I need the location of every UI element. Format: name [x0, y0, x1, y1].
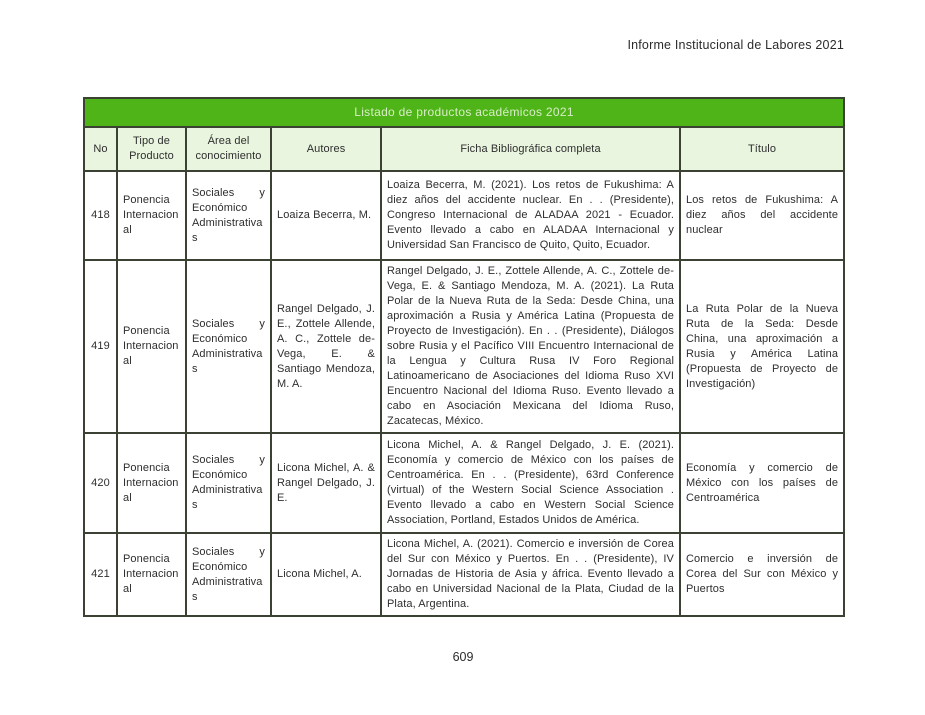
- cell-no: 420: [84, 433, 117, 533]
- cell-autores: Licona Michel, A.: [271, 533, 381, 616]
- products-table-container: [83, 97, 843, 617]
- page-number: 609: [452, 650, 474, 664]
- cell-no: 419: [84, 260, 117, 433]
- cell-titulo: Comercio e inversión de Corea del Sur con México y Puertos: [680, 533, 844, 616]
- cell-area-conocimiento: Sociales y Económico Administrativas: [186, 433, 271, 533]
- products-table: [83, 97, 845, 617]
- cell-autores: Licona Michel, A. & Rangel Delgado, J. E.: [271, 433, 381, 533]
- table-row: [84, 171, 844, 260]
- cell-titulo: Economía y comercio de México con los países de Centroamérica: [680, 433, 844, 533]
- column-header-autores: Autores: [271, 127, 381, 171]
- table-row: [84, 533, 844, 616]
- cell-tipo-producto: Ponencia Internacional: [117, 533, 186, 616]
- cell-titulo: Los retos de Fukushima: A diez años del accidente nuclear: [680, 171, 844, 260]
- cell-ficha-bibliografica: Licona Michel, A. (2021). Comercio e inversión de Corea del Sur con México y Puertos. En . . (Presidente), IV Jornadas de Historia de Asia y áfrica. Evento llevado a cabo en Universidad Nacional de la Plata, Ciudad de la Plata, Argentina.: [381, 533, 680, 616]
- cell-ficha-bibliografica: Loaiza Becerra, M. (2021). Los retos de Fukushima: A diez años del accidente nuclear. En . . (Presidente), Congreso Internacional de ALADAA 2021 - Ecuador. Evento llevado a cabo en ALADAA Internacional y Universidad San Francisco de Quito, Quito, Ecuador.: [381, 171, 680, 260]
- cell-area-conocimiento: Sociales y Económico Administrativas: [186, 533, 271, 616]
- table-title: Listado de productos académicos 2021: [84, 98, 844, 127]
- column-header-titulo: Título: [680, 127, 844, 171]
- column-header-ficha-bibliografica: Ficha Bibliográfica completa: [381, 127, 680, 171]
- cell-area-conocimiento: Sociales y Económico Administrativas: [186, 260, 271, 433]
- cell-area-conocimiento: Sociales y Económico Administrativas: [186, 171, 271, 260]
- table-header-row: [84, 127, 844, 171]
- cell-tipo-producto: Ponencia Internacional: [117, 260, 186, 433]
- cell-autores: Loaiza Becerra, M.: [271, 171, 381, 260]
- column-header-no: No: [84, 127, 117, 171]
- table-title-row: [84, 98, 844, 127]
- column-header-tipo-de-producto: Tipo de Producto: [117, 127, 186, 171]
- table-row: [84, 433, 844, 533]
- cell-ficha-bibliografica: Licona Michel, A. & Rangel Delgado, J. E. (2021). Economía y comercio de México con los países de Centroamérica. En . . (Presidente), 63rd Conference (virtual) of the Western Social Science Association . Evento llevado a cabo en Western Social Science Association, Portland, Estados Unidos de América.: [381, 433, 680, 533]
- cell-ficha-bibliografica: Rangel Delgado, J. E., Zottele Allende, A. C., Zottele de-Vega, E. & Santiago Mendoza, M. A. (2021). La Ruta Polar de la Nueva Ruta de la Seda: Desde China, una aproximación a Rusia y América Latina (Propuesta de Proyecto de Investigación). En . . (Presidente), Diálogos sobre Rusia y el Pacífico VIII Encuentro Internacional de la Lengua y Cultura Rusa IV Foro Regional Latinoamericano de Asociaciones del Idioma Ruso XVI Encuentro Nacional del Idioma Ruso. Evento llevado a cabo en Asociación Mexicana del Idioma Ruso, Zacatecas, México.: [381, 260, 680, 433]
- cell-tipo-producto: Ponencia Internacional: [117, 433, 186, 533]
- table-row: [84, 260, 844, 433]
- cell-autores: Rangel Delgado, J. E., Zottele Allende, A. C., Zottele de-Vega, E. & Santiago Mendoza, M. A.: [271, 260, 381, 433]
- cell-no: 418: [84, 171, 117, 260]
- cell-tipo-producto: Ponencia Internacional: [117, 171, 186, 260]
- column-header-area-del-conocimiento: Área del conocimiento: [186, 127, 271, 171]
- cell-no: 421: [84, 533, 117, 616]
- cell-titulo: La Ruta Polar de la Nueva Ruta de la Seda: Desde China, una aproximación a Rusia y América Latina (Propuesta de Proyecto de Investigación): [680, 260, 844, 433]
- document-header-title: Informe Institucional de Labores 2021: [627, 38, 844, 52]
